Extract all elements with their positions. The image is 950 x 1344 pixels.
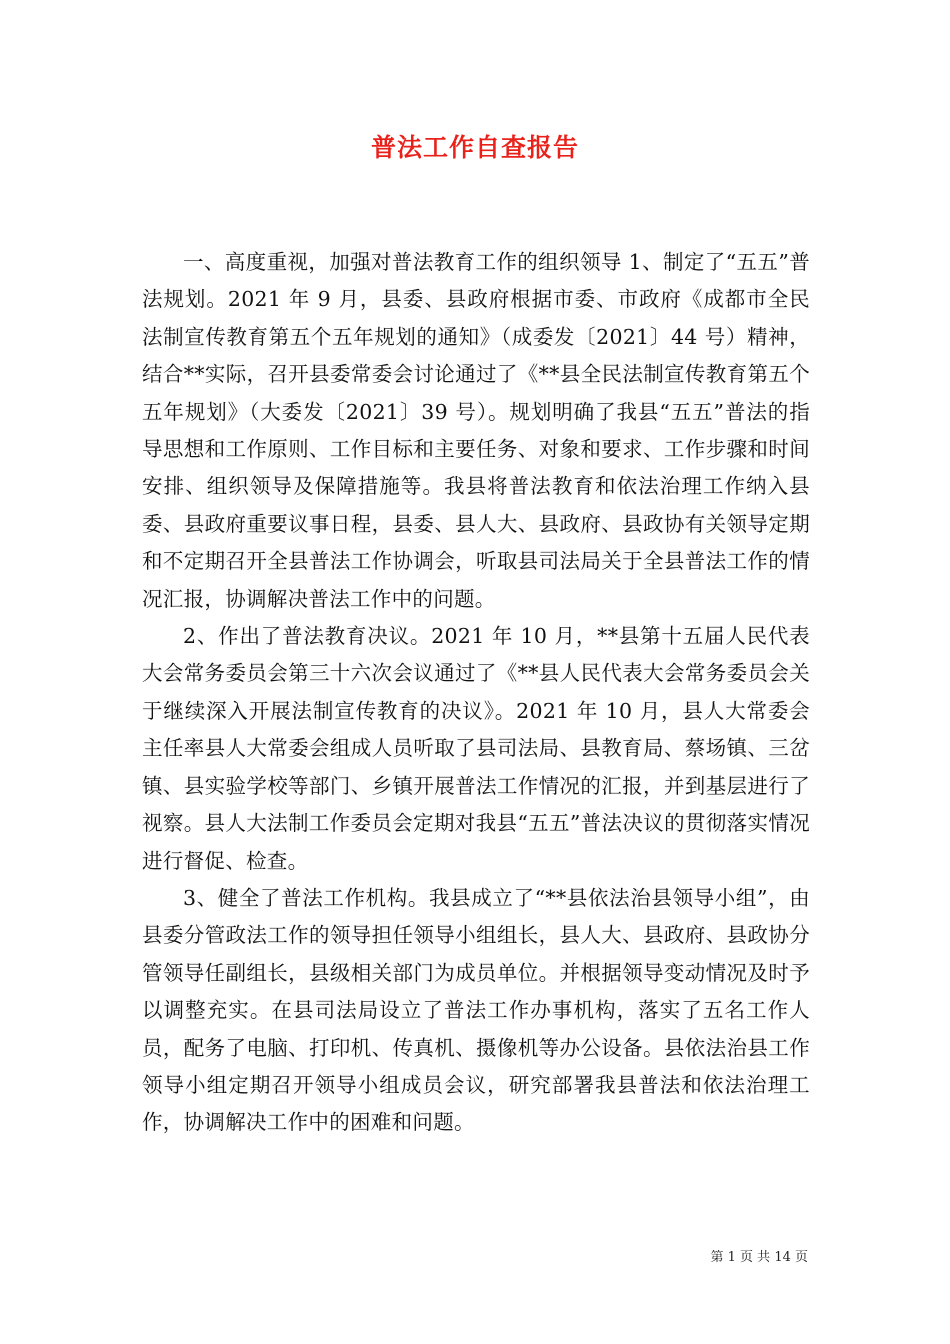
page-number-footer: 第 1 页 共 14 页 (710, 1250, 808, 1265)
paragraph-3: 3、健全了普法工作机构。我县成立了“**县依法治县领导小组”，由县委分管政法工作的领导担任领导小组组长，县人大、县政府、县政协分管领导任副组长，县级相关部门为成员单位。并根据领导变动情况及时予以调整充实。在县司法局设立了普法工作办事机构，落实了五名工作人员，配务了电脑、打印机、传真机、摄像机等办公设备。县依法治县工作领导小组定期召开领导小组成员会议，研究部署我县普法和依法治理工作，协调解决工作中的困难和问题。 (142, 885, 810, 1135)
paragraph-2: 2、作出了普法教育决议。2021 年 10 月，**县第十五届人民代表大会常务委员会第三十六次会议通过了《**县人民代表大会常务委员会关于继续深入开展法制宣传教育的决议》。2021 年 10 月，县人大常委会主任率县人大常委会组成人员听取了县司法局、县教育局、蔡场镇、三岔镇、县实验学校等部门、乡镇开展普法工作情况的汇报，并到基层进行了视察。县人大法制工作委员会定期对我县“五五”普法决议的贯彻落实情况进行督促、检查。 (142, 624, 810, 873)
paragraph-1: 一、高度重视，加强对普法教育工作的组织领导 1、制定了“五五”普法规划。2021 年 9 月，县委、县政府根据市委、市政府《成都市全民法制宣传教育第五个五年规划的通知》（成委发〔2021〕44 号）精神，结合**实际，召开县委常委会讨论通过了《**县全民法制宣传教育第五个五年规划》（大委发〔2021〕39 号）。规划明确了我县“五五”普法的指导思想和工作原则、工作目标和主要任务、对象和要求、工作步骤和时间安排、组织领导及保障措施等。我县将普法教育和依法治理工作纳入县委、县政府重要议事日程，县委、县人大、县政府、县政协有关领导定期和不定期召开全县普法工作协调会，听取县司法局关于全县普法工作的情况汇报，协调解决普法工作中的问题。 (142, 250, 810, 611)
document-title: 普法工作自查报告 (370, 133, 579, 162)
document-body (142, 244, 810, 1142)
